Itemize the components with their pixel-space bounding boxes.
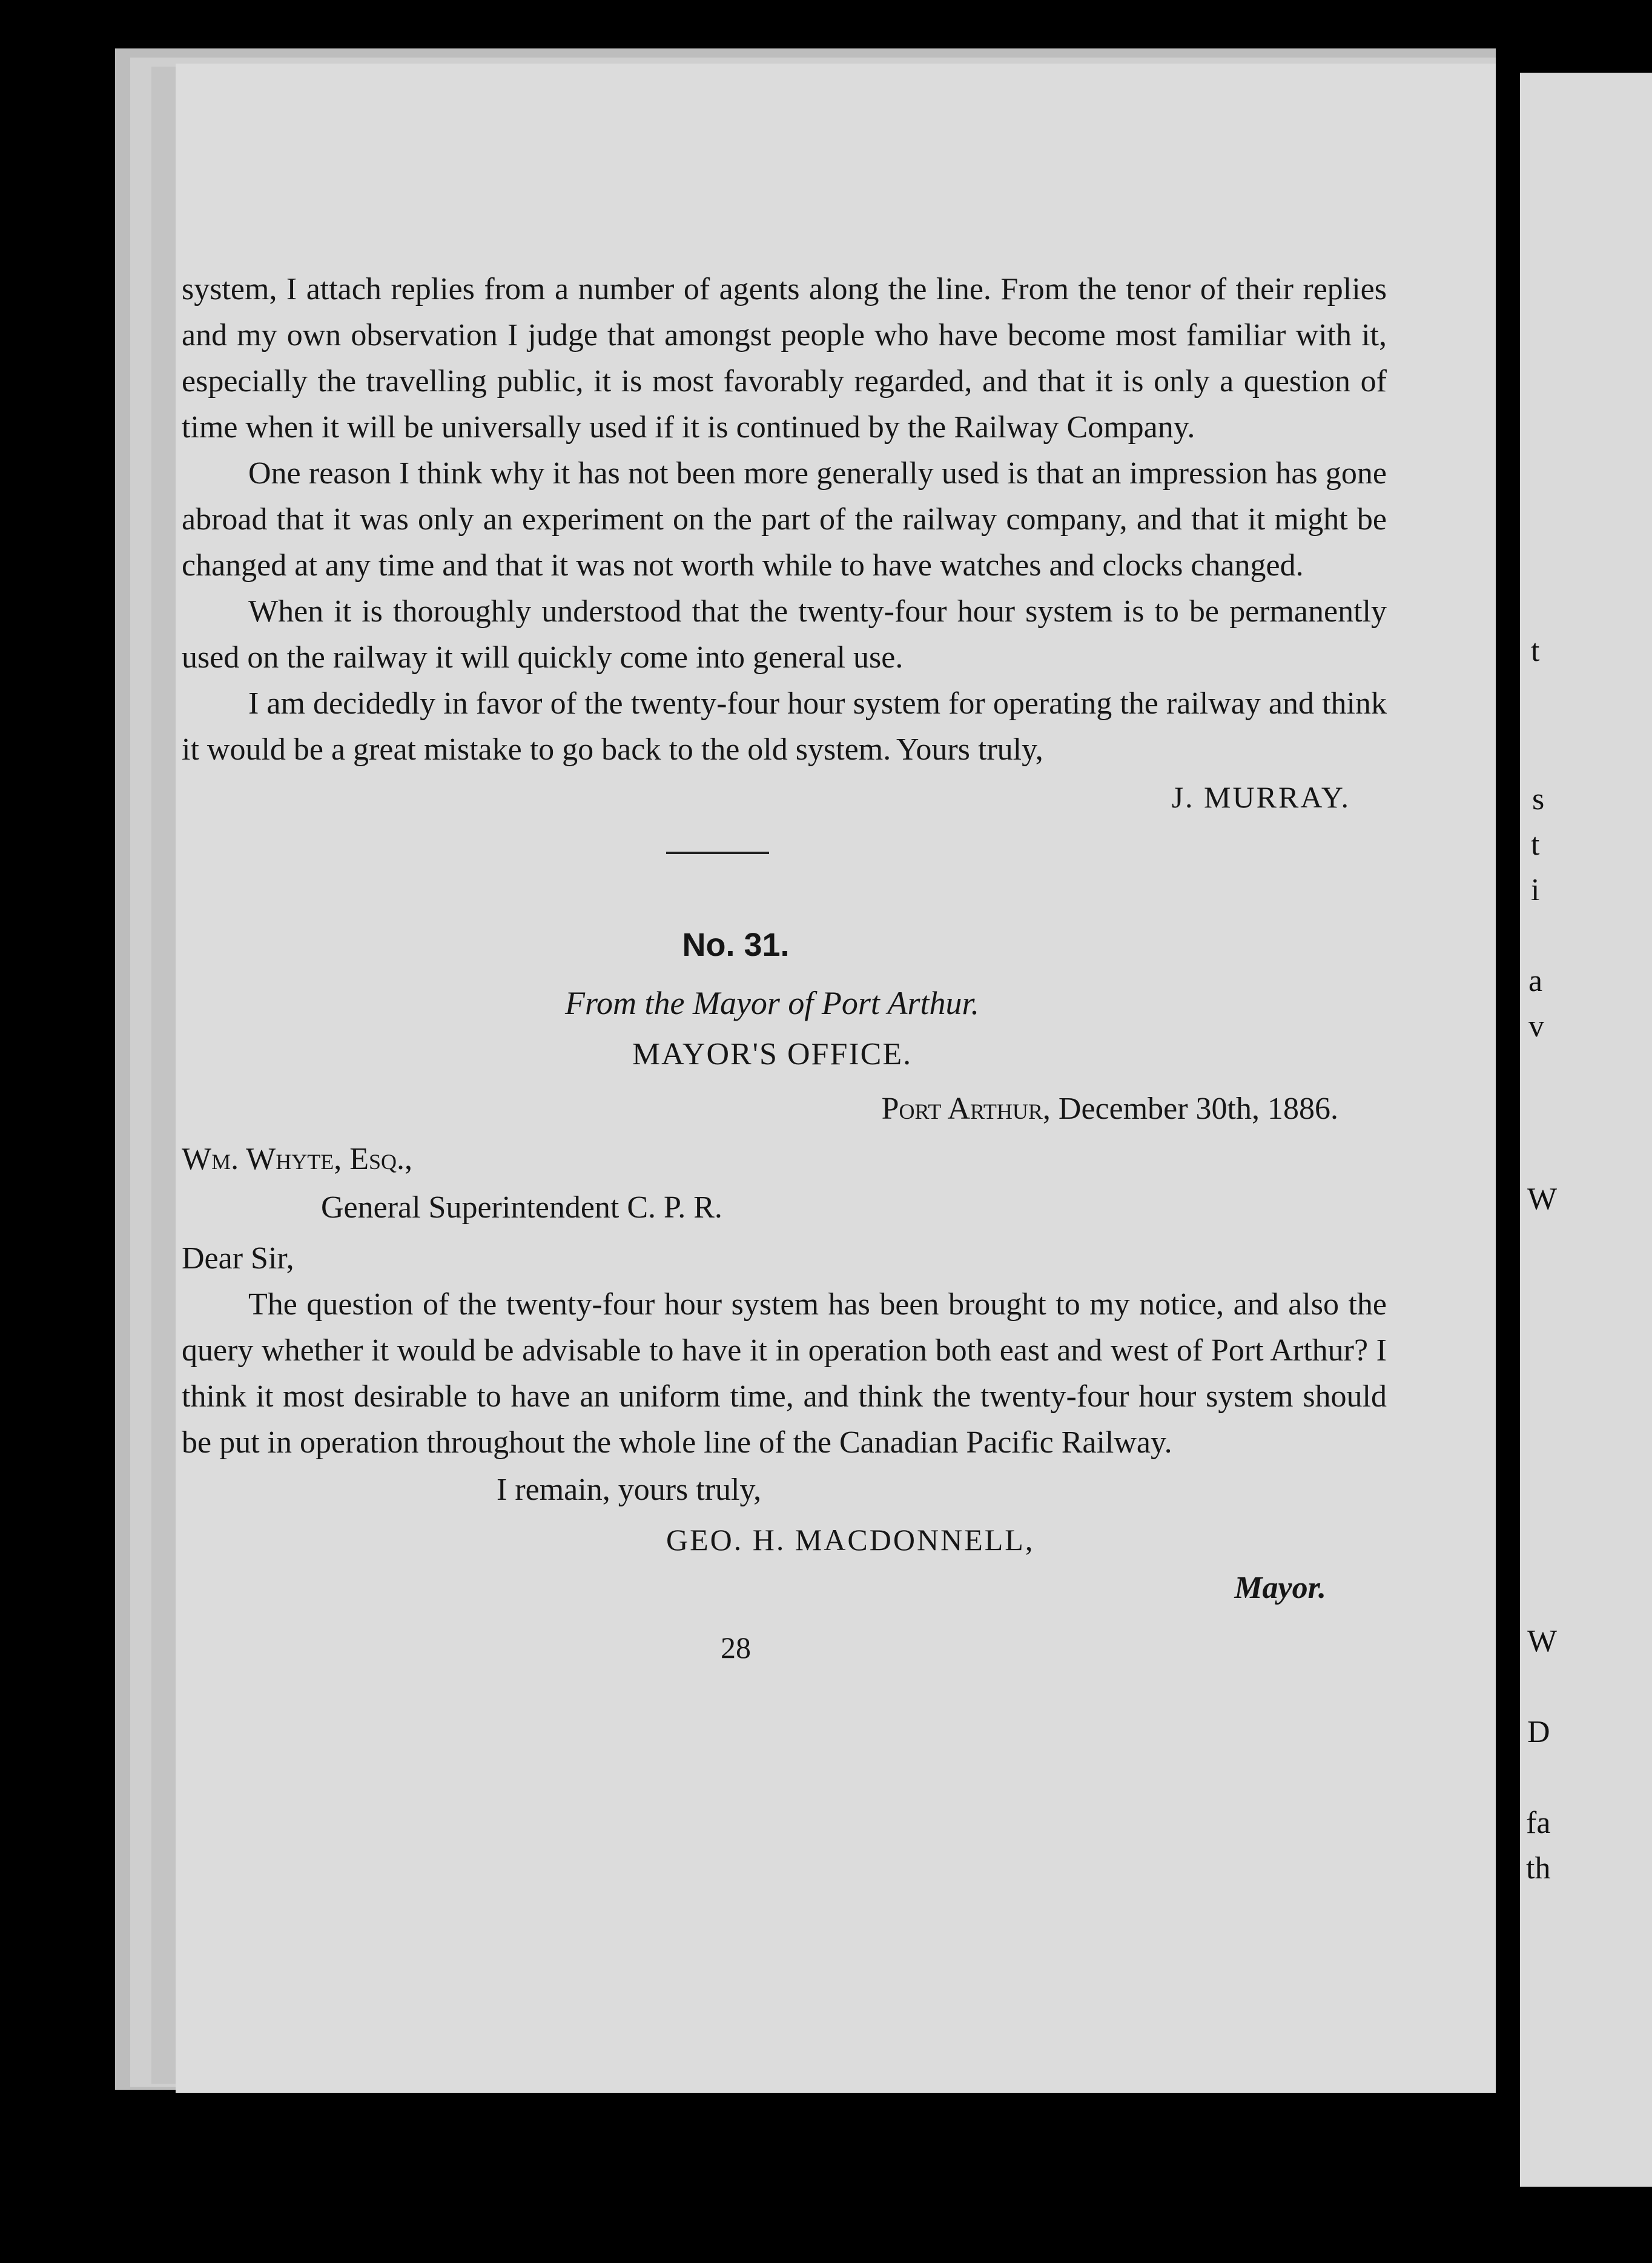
section-divider: [666, 852, 769, 854]
letter-closing: I remain, yours truly,: [497, 1473, 762, 1507]
dateline-place: Port Arthur: [881, 1092, 1043, 1126]
addressee: Wm. Whyte, Esq.,: [182, 1142, 412, 1176]
addressee-title: General Superintendent C. P. R.: [321, 1190, 722, 1225]
facing-page-fragment: W: [1527, 1624, 1558, 1658]
signature-title: Mayor.: [1234, 1571, 1326, 1605]
body-paragraph: system, I attach replies from a number of agents along the line. From the tenor of their replies and my own observation I judge that amongst people who have become most familiar with it, especially the travelling public, it is most favorably regarded, and that it is only a question of time when it will be universally used if it is continued by the Railway Company.: [182, 272, 1387, 445]
facing-page-fragment: W: [1527, 1182, 1558, 1216]
signature: GEO. H. MACDONNELL,: [666, 1523, 1035, 1557]
letter-closing: Yours truly,: [896, 732, 1043, 767]
facing-page-fragment: D: [1527, 1715, 1550, 1749]
body-paragraph: I am decidedly in favor of the twenty-four hour system for operating the railway and think it would be a great mistake to go back to the old system.: [182, 686, 1387, 767]
facing-page: [1520, 73, 1652, 2187]
body-paragraph: When it is thoroughly understood that the twenty-four hour system is to be permanently used on the railway it will quickly come into general use.: [182, 594, 1387, 675]
facing-page-fragment: i: [1531, 873, 1540, 907]
body-paragraph: The question of the twenty-four hour system has been brought to my notice, and also the query whether it would be advisable to have it in operation both east and west of Port Arthur? I think it most desirable to have an uniform time, and think the twenty-four hour system should be put in operation throughout the whole line of the Canadian Pacific Railway.: [182, 1287, 1387, 1460]
letter-source: From the Mayor of Port Arthur.: [565, 985, 979, 1021]
letterhead: MAYOR'S OFFICE.: [632, 1037, 913, 1072]
page-number: 28: [721, 1631, 751, 1665]
signature: J. MURRAY.: [1171, 780, 1350, 814]
page-text: [182, 267, 1387, 1672]
letter-number: No. 31.: [682, 927, 790, 963]
salutation: Dear Sir,: [182, 1241, 294, 1276]
facing-page-fragment: a: [1528, 964, 1543, 998]
facing-page-fragment: t: [1531, 827, 1540, 862]
dateline: [182, 1082, 1338, 1136]
facing-page-fragment: th: [1526, 1851, 1551, 1886]
facing-page-fragment: v: [1528, 1009, 1544, 1044]
facing-page-fragment: s: [1532, 782, 1545, 817]
body-paragraph: One reason I think why it has not been more generally used is that an impression has gone abroad that it was only an experiment on the part of the railway company, and that it might be changed at any time and that it was not worth while to have watches and clocks changed.: [182, 456, 1387, 583]
facing-page-fragment: t: [1531, 634, 1540, 668]
dateline-date: , December 30th, 1886.: [1042, 1092, 1338, 1126]
facing-page-fragment: fa: [1526, 1806, 1551, 1840]
